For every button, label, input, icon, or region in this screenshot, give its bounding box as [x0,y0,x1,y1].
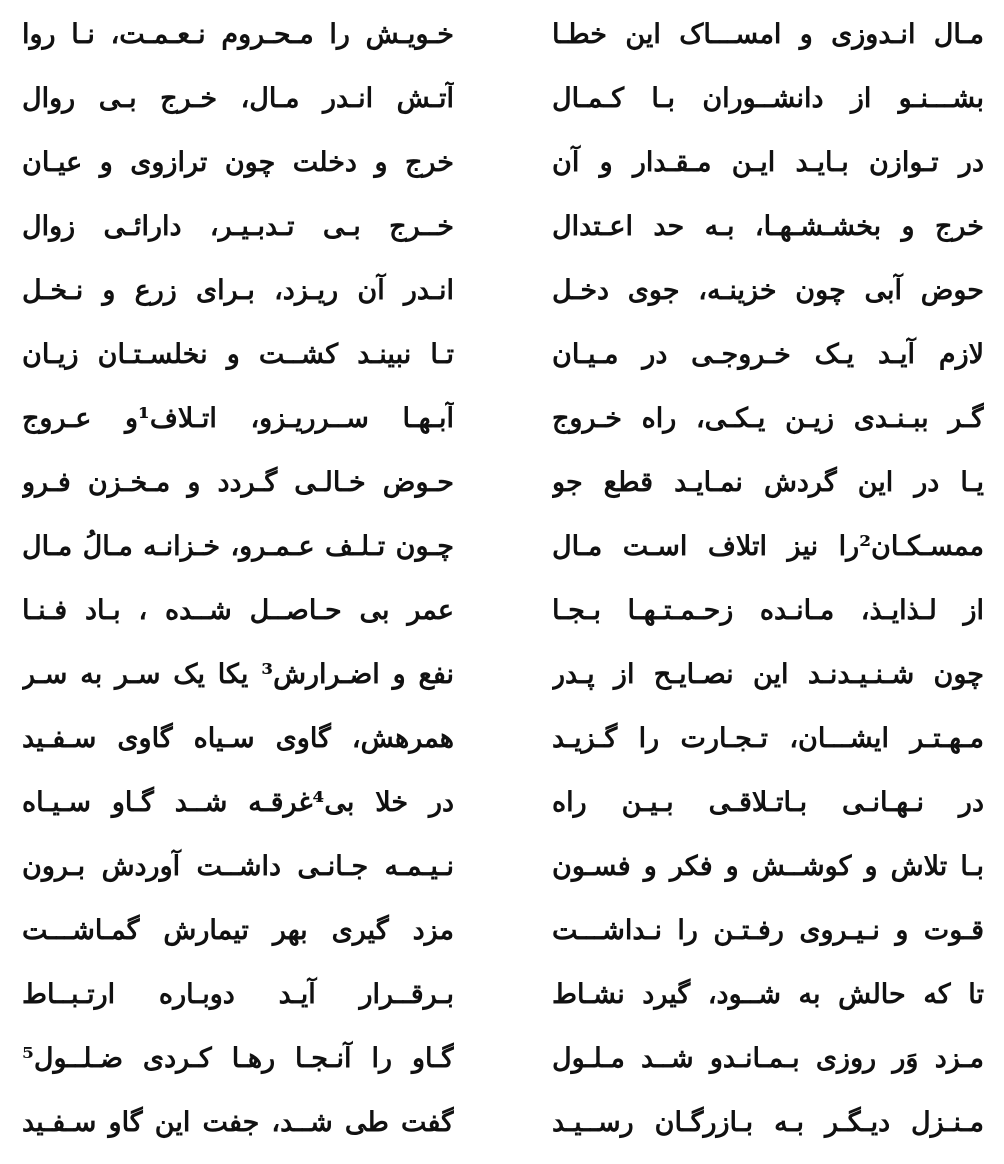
couplet-4 [0,198,1004,256]
hemistich-left: چـون تـلـف عـمـرو، خـزانـه مـالُ مـال [22,531,454,562]
hemistich-right: لازم آیـد یـک خـروجـی در مـیـان [552,339,984,370]
couplet-1 [0,6,1004,64]
hemistich-right: تا که حالش به شــود، گیرد نشـاط [552,979,984,1010]
couplet-13 [0,774,1004,832]
hemistich-left: همرهش، گاوی سـیاه گاوی سـفـید [22,723,454,754]
hemistich-right: مـهـتـر ایشـــان، تـجـارت را گـزیـد [552,723,984,754]
hemistich-left: حـوض خـالـی گـردد و مـخـزن فـرو [22,467,454,498]
hemistich-right: بـا تلاش و کوشــش و فکر و فسـون [552,851,984,882]
hemistich-right: مـزد وَر روزی بـمـانـدو شــد مـلـول [552,1043,984,1074]
hemistich-left: آتـش انـدر مـال، خـرج بـی روال [22,83,454,114]
hemistich-left: بـرقــرار آیـد دوبـاره ارتـبــاط [22,979,454,1010]
couplet-6 [0,326,1004,384]
couplet-11 [0,646,1004,704]
hemistich-right: از لـذایـذ، مـانـده زحـمـتـهـا بـجـا [552,595,984,626]
hemistich-right: ممسـکـان²را نیز اتلاف اسـت مـال [552,531,984,562]
hemistich-right: چون شـنـیـدنـد این نصـایـح از پـدر [552,659,984,690]
couplet-17 [0,1030,1004,1088]
hemistich-left: تـا نبینـد کشــت و نخلسـتـان زیـان [22,339,454,370]
couplet-18 [0,1094,1004,1152]
hemistich-right: حوض آبی چون خزینـه، جوی دخـل [552,275,984,306]
couplet-3 [0,134,1004,192]
hemistich-right: یـا در این گردش نمـایـد قطع جو [552,467,984,498]
hemistich-left: خرج و دخلت چون ترازوی و عیـان [22,147,454,178]
hemistich-left: آبـهـا ســرریـزو، اتـلاف¹و عـروج [22,403,454,434]
couplet-5 [0,262,1004,320]
hemistich-left: انـدر آن ریـزد، بـرای زرع و نـخـل [22,275,454,306]
couplet-14 [0,838,1004,896]
couplet-2 [0,70,1004,128]
hemistich-left: در خلا بی⁴غرقـه شــد گـاو سـیـاه [22,787,454,818]
hemistich-left: گفت طی شــد، جفت این گاو سـفـید [22,1107,454,1138]
hemistich-right: گـر ببـنـدی زیـن یـکـی، راه خـروج [552,403,984,434]
hemistich-left: گـاو را آنـجـا رهـا کـردی ضـلــول⁵ [22,1043,454,1074]
couplet-12 [0,710,1004,768]
hemistich-left: خـویـش را مـحـروم نـعـمـت، نـا روا [22,19,454,50]
couplet-15 [0,902,1004,960]
poem-page [0,6,1004,1158]
hemistich-right: مـال انـدوزی و امســـاک این خطـا [552,19,984,50]
hemistich-left: عمر بی حـاصــل شــده ، بـاد فـنـا [22,595,454,626]
hemistich-left: نـیـمـه جـانـی داشــت آوردش بـرون [22,851,454,882]
hemistich-right: خرج و بخشـشـهـا، بـه حد اعـتدال [552,211,984,242]
hemistich-right: بشـــنـو از دانشــوران بـا کـمـال [552,83,984,114]
hemistich-right: مـنـزل دیـگـر بـه بـازرگـان رســیـد [552,1107,984,1138]
hemistich-left: نفع و اضـرارش³ یکا یک سـر به سـر [22,659,454,690]
hemistich-right: قـوت و نـیـروی رفـتـن را نـداشـــت [552,915,984,946]
couplet-10 [0,582,1004,640]
hemistich-left: خــرج بـی تـدبـیـر، دارائـی زوال [22,211,454,242]
hemistich-right: در تـوازن بـایـد ایـن مـقـدار و آن [552,147,984,178]
couplet-7 [0,390,1004,448]
couplet-9 [0,518,1004,576]
couplet-16 [0,966,1004,1024]
hemistich-left: مزد گیری بهر تیمارش گمـاشـــت [22,915,454,946]
hemistich-right: در نـهـانـی بـاتـلاقـی بـیـن راه [552,787,984,818]
couplet-8 [0,454,1004,512]
